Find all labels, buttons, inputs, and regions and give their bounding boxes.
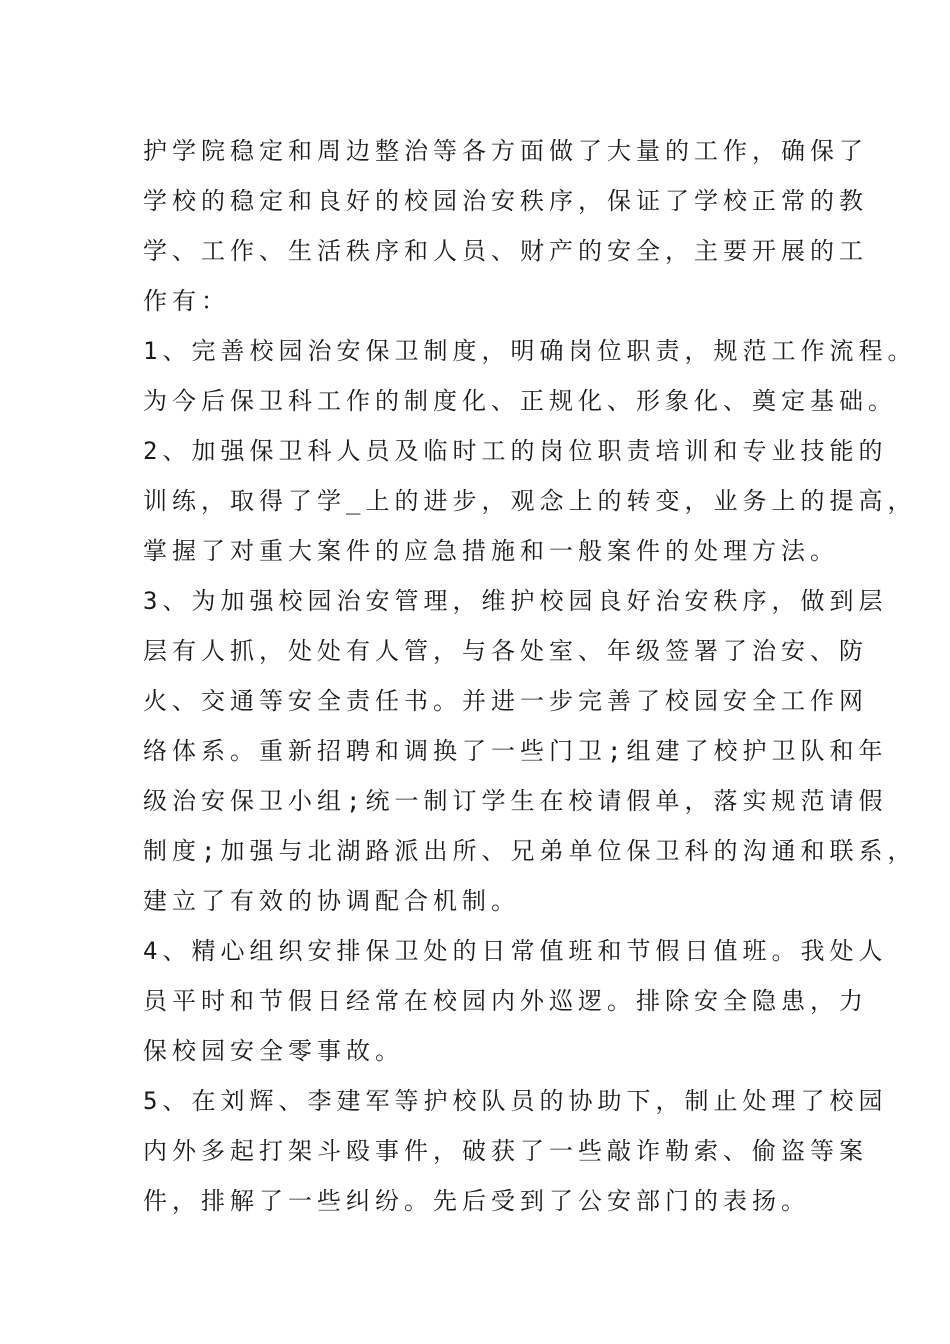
list-item-3-line: 火、交通等安全责任书。并进一步完善了校园安全工作网: [143, 687, 868, 715]
list-item-1-line: 1、完善校园治安保卫制度，明确岗位职责，规范工作流程。: [143, 337, 917, 365]
list-item-5-line: 件，排解了一些纠纷。先后受到了公安部门的表扬。: [143, 1187, 810, 1215]
list-item-3-line: 级治安保卫小组;统一制订学生在校请假单，落实规范请假: [143, 787, 888, 815]
list-item-5-line: 5、在刘辉、李建军等护校队员的协助下，制止处理了校园: [143, 1087, 888, 1115]
text-line: 作有：: [143, 287, 230, 315]
text-line: 学校的稳定和良好的校园治安秩序，保证了学校正常的教: [143, 187, 868, 215]
document-body: [143, 126, 917, 1226]
list-item-3-line: 制度;加强与北湖路派出所、兄弟单位保卫科的沟通和联系，: [143, 837, 917, 865]
list-item-5-line: 内外多起打架斗殴事件，破获了一些敲诈勒索、偷盗等案: [143, 1137, 868, 1165]
list-item-3-line: 层有人抓，处处有人管，与各处室、年级签署了治安、防: [143, 637, 868, 665]
list-item-4-line: 4、精心组织安排保卫处的日常值班和节假日值班。我处人: [143, 937, 888, 965]
text-line: 护学院稳定和周边整治等各方面做了大量的工作，确保了: [143, 137, 868, 165]
list-item-1-line: 为今后保卫科工作的制度化、正规化、形象化、奠定基础。: [143, 387, 897, 415]
list-item-4-line: 保校园安全零事故。: [143, 1037, 404, 1065]
text-line: 学、工作、生活秩序和人员、财产的安全，主要开展的工: [143, 237, 868, 265]
list-item-3-line: 建立了有效的协调配合机制。: [143, 887, 520, 915]
list-item-2-line: 掌握了对重大案件的应急措施和一般案件的处理方法。: [143, 537, 839, 565]
list-item-4-line: 员平时和节假日经常在校园内外巡逻。排除安全隐患，力: [143, 987, 868, 1015]
list-item-3-line: 3、为加强校园治安管理，维护校园良好治安秩序，做到层: [143, 587, 888, 615]
list-item-3-line: 络体系。重新招聘和调换了一些门卫;组建了校护卫队和年: [143, 737, 888, 765]
list-item-2-line: 2、加强保卫科人员及临时工的岗位职责培训和专业技能的: [143, 437, 888, 465]
list-item-2-line: 训练，取得了学_上的进步，观念上的转变，业务上的提高，: [143, 487, 917, 515]
